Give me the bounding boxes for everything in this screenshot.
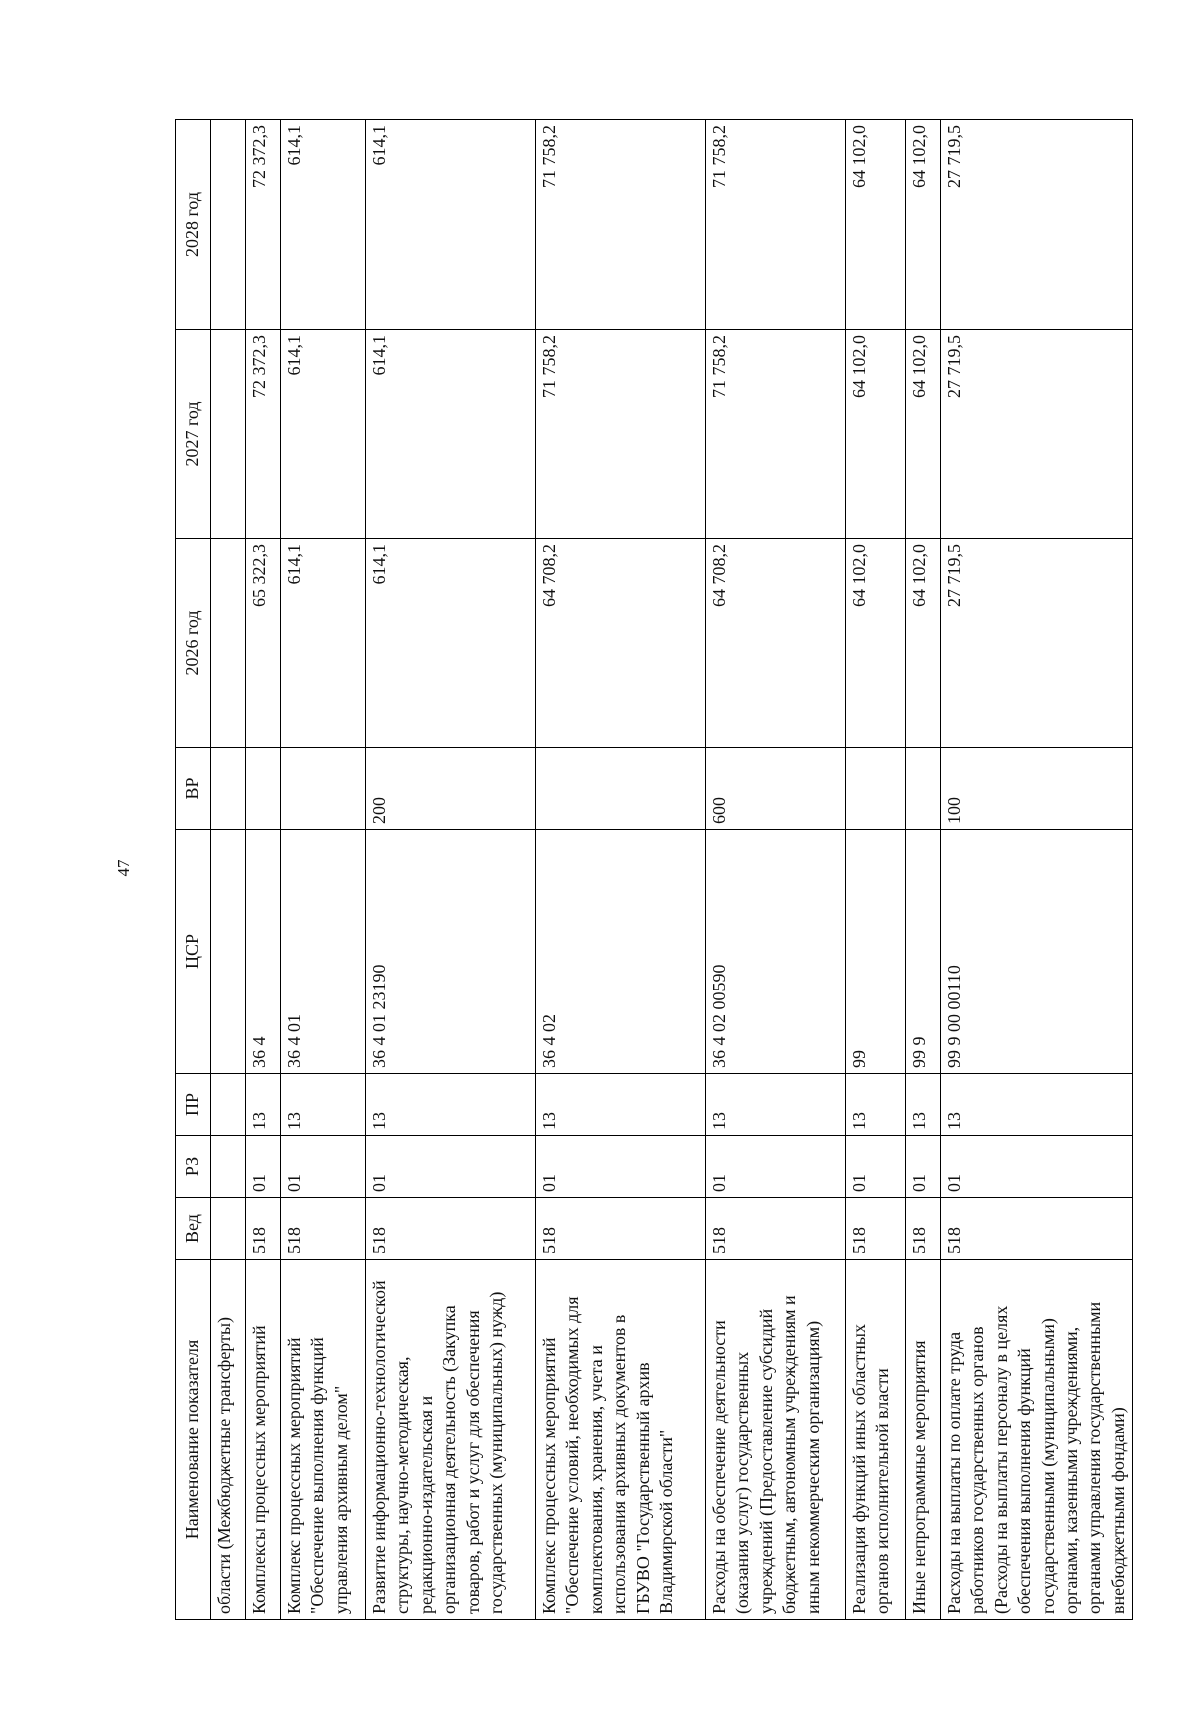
row-2027: 71 758,2 bbox=[706, 330, 846, 539]
row-csr: 36 4 01 23190 bbox=[366, 830, 536, 1074]
page-number: 47 bbox=[114, 859, 133, 877]
row-vr bbox=[281, 748, 366, 830]
row-2027: 71 758,2 bbox=[536, 330, 706, 539]
row-2026: 64 708,2 bbox=[706, 539, 846, 748]
row-2027: 72 372,3 bbox=[246, 330, 281, 539]
row-pr: 13 bbox=[246, 1074, 281, 1136]
row-rz: 01 bbox=[706, 1136, 846, 1198]
row-rz: 01 bbox=[366, 1136, 536, 1198]
row-2026 bbox=[211, 539, 246, 748]
row-name: Развитие информационно-технологической структуры, научно-методическая, редакционно-издательская и организационная деятельность (Закупка товаров, работ и услуг для обеспечения государственных (муниципальных) нужд) bbox=[366, 1260, 536, 1620]
row-ved: 518 bbox=[281, 1198, 366, 1260]
header-rz: РЗ bbox=[176, 1136, 211, 1198]
row-name: Иные непрограммные мероприятия bbox=[906, 1260, 941, 1620]
table-row bbox=[846, 120, 906, 1620]
row-pr: 13 bbox=[281, 1074, 366, 1136]
row-2027: 27 719,5 bbox=[941, 330, 1133, 539]
row-rz: 01 bbox=[536, 1136, 706, 1198]
header-2026: 2026 год bbox=[176, 539, 211, 748]
row-csr: 36 4 01 bbox=[281, 830, 366, 1074]
row-2027: 614,1 bbox=[366, 330, 536, 539]
row-ved bbox=[211, 1198, 246, 1260]
row-name: области (Межбюджетные трансферты) bbox=[211, 1260, 246, 1620]
table-row bbox=[366, 120, 536, 1620]
row-2027: 64 102,0 bbox=[846, 330, 906, 539]
row-csr: 99 9 00 00110 bbox=[941, 830, 1133, 1074]
table-row bbox=[211, 120, 246, 1620]
row-2027: 614,1 bbox=[281, 330, 366, 539]
row-csr: 36 4 02 00590 bbox=[706, 830, 846, 1074]
header-2027: 2027 год bbox=[176, 330, 211, 539]
header-vr: ВР bbox=[176, 748, 211, 830]
row-ved: 518 bbox=[366, 1198, 536, 1260]
row-pr: 13 bbox=[706, 1074, 846, 1136]
row-2028: 614,1 bbox=[281, 120, 366, 330]
row-2026: 27 719,5 bbox=[941, 539, 1133, 748]
row-2028: 27 719,5 bbox=[941, 120, 1133, 330]
row-ved: 518 bbox=[706, 1198, 846, 1260]
row-csr bbox=[211, 830, 246, 1074]
row-pr: 13 bbox=[941, 1074, 1133, 1136]
row-csr: 36 4 bbox=[246, 830, 281, 1074]
row-vr bbox=[246, 748, 281, 830]
header-2028: 2028 год bbox=[176, 120, 211, 330]
row-2026: 614,1 bbox=[281, 539, 366, 748]
row-ved: 518 bbox=[846, 1198, 906, 1260]
row-2028: 71 758,2 bbox=[536, 120, 706, 330]
row-vr bbox=[906, 748, 941, 830]
header-ved: Вед bbox=[176, 1198, 211, 1260]
row-2026: 64 102,0 bbox=[906, 539, 941, 748]
table-row bbox=[536, 120, 706, 1620]
row-2028 bbox=[211, 120, 246, 330]
table-row bbox=[706, 120, 846, 1620]
row-pr bbox=[211, 1074, 246, 1136]
row-ved: 518 bbox=[536, 1198, 706, 1260]
row-2028: 71 758,2 bbox=[706, 120, 846, 330]
row-2028: 64 102,0 bbox=[846, 120, 906, 330]
row-name: Комплекс процессных мероприятий "Обеспечение условий, необходимых для комплектования, хранения, учета и использования архивных документов в ГБУВО "Государственный архив Владимирской области" bbox=[536, 1260, 706, 1620]
row-2026: 64 708,2 bbox=[536, 539, 706, 748]
table-row bbox=[246, 120, 281, 1620]
row-name: Комплексы процессных мероприятий bbox=[246, 1260, 281, 1620]
row-rz: 01 bbox=[281, 1136, 366, 1198]
row-vr: 600 bbox=[706, 748, 846, 830]
row-vr: 200 bbox=[366, 748, 536, 830]
row-vr bbox=[536, 748, 706, 830]
row-name: Расходы на обеспечение деятельности (оказания услуг) государственных учреждений (Предоставление субсидий бюджетным, автономным учреждениям и иным некоммерческим организациям) bbox=[706, 1260, 846, 1620]
row-name: Реализация функций иных областных органов исполнительной власти bbox=[846, 1260, 906, 1620]
row-rz: 01 bbox=[906, 1136, 941, 1198]
rotated-sheet bbox=[175, 120, 1128, 1620]
row-vr: 100 bbox=[941, 748, 1133, 830]
row-2028: 64 102,0 bbox=[906, 120, 941, 330]
row-csr: 36 4 02 bbox=[536, 830, 706, 1074]
row-name: Комплекс процессных мероприятий "Обеспечение выполнения функций управления архивным делом" bbox=[281, 1260, 366, 1620]
row-pr: 13 bbox=[366, 1074, 536, 1136]
row-2026: 614,1 bbox=[366, 539, 536, 748]
row-csr: 99 9 bbox=[906, 830, 941, 1074]
row-2027: 64 102,0 bbox=[906, 330, 941, 539]
row-pr: 13 bbox=[846, 1074, 906, 1136]
budget-table bbox=[175, 119, 1133, 1620]
row-vr bbox=[211, 748, 246, 830]
row-pr: 13 bbox=[906, 1074, 941, 1136]
row-vr bbox=[846, 748, 906, 830]
row-name: Расходы на выплаты по оплате труда работников государственных органов (Расходы на выплаты персоналу в целях обеспечения выполнения функций государственными (муниципальными) органами, казенными учреждениями, органами управления государственными внебюджетными фондами) bbox=[941, 1260, 1133, 1620]
header-name: Наименование показателя bbox=[176, 1260, 211, 1620]
row-2026: 65 322,3 bbox=[246, 539, 281, 748]
header-pr: ПР bbox=[176, 1074, 211, 1136]
row-ved: 518 bbox=[906, 1198, 941, 1260]
row-2027 bbox=[211, 330, 246, 539]
row-ved: 518 bbox=[246, 1198, 281, 1260]
table-row bbox=[941, 120, 1133, 1620]
row-rz: 01 bbox=[941, 1136, 1133, 1198]
table-header-row bbox=[176, 120, 211, 1620]
row-2028: 72 372,3 bbox=[246, 120, 281, 330]
row-csr: 99 bbox=[846, 830, 906, 1074]
row-2028: 614,1 bbox=[366, 120, 536, 330]
table-row bbox=[906, 120, 941, 1620]
row-pr: 13 bbox=[536, 1074, 706, 1136]
table-row bbox=[281, 120, 366, 1620]
row-ved: 518 bbox=[941, 1198, 1133, 1260]
header-csr: ЦСР bbox=[176, 830, 211, 1074]
row-rz: 01 bbox=[246, 1136, 281, 1198]
row-2026: 64 102,0 bbox=[846, 539, 906, 748]
row-rz: 01 bbox=[846, 1136, 906, 1198]
row-rz bbox=[211, 1136, 246, 1198]
